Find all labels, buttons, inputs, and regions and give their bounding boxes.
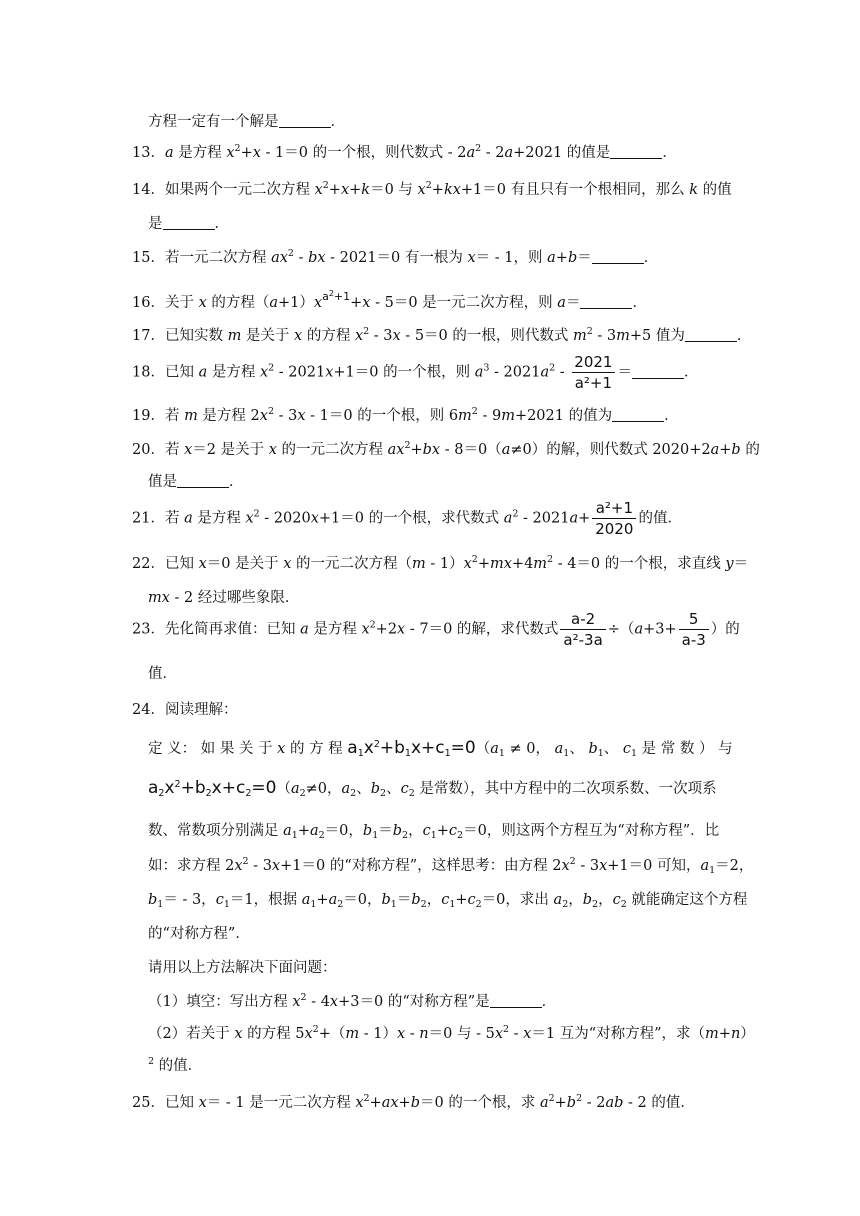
question-23-cont: 值．: [148, 666, 177, 682]
question-14: 14．如果两个一元二次方程 $x^2+x+k=0$ 与 $x^2+kx+1=0$ 有且只有一个根相同，那么 k 的值: [132, 180, 732, 198]
fraction-numerator: a-2: [571, 610, 596, 628]
answer-blank: [177, 473, 229, 488]
question-number: 18．: [132, 364, 165, 381]
answer-blank: [592, 249, 644, 264]
q12-continuation-text: 方程一定有一个解是: [148, 114, 279, 130]
question-24-p3: 数、常数项分别满足 $a_1+a_2=0$，$b_1=b_2$，$c_1+c_2=0$，则这两个方程互为“对称方程”．比: [148, 823, 720, 841]
question-number: 15．: [132, 250, 165, 266]
question-15: 15．若一元二次方程 $ax^2$ - bx - 2021＝0 有一根为 x＝ - 1，则 a+b＝ ．: [132, 248, 659, 266]
fraction-denominator: a-3: [679, 629, 709, 650]
question-number: 21．: [132, 510, 165, 527]
answer-blank: [632, 364, 684, 379]
question-23: 23．先化简再求值：已知 a 是方程 $x^2+2x - 7=0$ 的解，求代数式 $\frac{a-2}{\text{a²-3a}}$ ÷（a+3+ $\frac{5}{a-3}$ ）的: [132, 610, 740, 649]
answer-blank: [163, 215, 215, 230]
answer-blank: [490, 993, 542, 1008]
question-number: 23．: [132, 621, 165, 638]
q12-continuation: 方程一定有一个解是 ．: [148, 114, 345, 130]
question-number: 25．: [132, 1095, 165, 1111]
question-24-p2: $a_2x^2+b_2x+c_2=0(a_2\ne 0$，$a_2$、$b_2$、$c_2$ 是常数），其中方程中的二次项系数、一次项系: [148, 778, 717, 799]
question-24-p5: $b_1= - 3$，$c_1=1$，根据 $a_1+a_2=0$，$b_1=b_2$，$c_1+c_2=0$，求出 $a_2$，$b_2$，$c_2$ 就能确定这个方程: [148, 892, 748, 910]
question-24-p4: 如：求方程 $2x^2 - 3x+1=0$ 的“对称方程”，这样思考：由方程 $2x^2 - 3x+1=0$ 可知，$a_1=2$，: [148, 856, 754, 876]
fraction-denominator: a²+1: [572, 372, 615, 393]
question-number: 24．: [132, 702, 165, 718]
answer-blank: [580, 294, 632, 309]
question-number: 19．: [132, 408, 165, 424]
fraction-numerator: 5: [688, 610, 699, 628]
fraction: [679, 609, 709, 650]
question-25: 25．已知 x＝ - 1 是一元二次方程 $x^2+ax+b=0$ 的一个根，求 $a^2+b^2 - 2ab - 2$ 的值．: [132, 1093, 695, 1111]
question-24-p7: 请用以上方法解决下面问题：: [148, 960, 337, 976]
question-18: 18．已知 a 是方程 $x^2 - 2021x+1=0$ 的一个根，则 $a^3 - 2021a^2$ - $\frac{2021}{\text{a²+1}}$ ＝ ．: [132, 353, 699, 392]
fraction: [571, 352, 615, 393]
fraction-denominator: 2020: [592, 518, 636, 539]
question-24-part2-cont: $^2$ 的值．: [148, 1056, 203, 1074]
question-21: 21．若 a 是方程 $x^2 - 2020x+1=0$ 的一个根，求代数式 $a^2 - 2021a+$ $\frac{\text{a²+1}}{2020}$ 的值．: [132, 499, 682, 538]
fraction-denominator: a²-3a: [560, 629, 605, 650]
question-24-p1: 定 义： 如 果 关 于 x 的 方 程 $a_1x^2+b_1x+c_1=0(a_1 \ne 0$， $a_1$、 $b_1$、 $c_1$ 是 常 数 ） 与: [148, 738, 733, 759]
answer-blank: [612, 407, 664, 422]
question-22: 22．已知 x＝0 是关于 x 的一元二次方程$(m - 1)x^2+mx+4m^2 - 4=0$ 的一个根，求直线 y＝: [132, 554, 749, 572]
fraction: [560, 609, 605, 650]
answer-blank: [610, 144, 662, 159]
answer-blank: [685, 327, 737, 342]
question-20: 20．若 x＝2 是关于 x 的一元二次方程 $ax^2+bx - 8=0(a\ne 0)$的解，则代数式 2020+2a+b 的: [132, 440, 760, 458]
question-24-part1: （1）填空：写出方程 $x^2 - 4x+3=0$ 的“对称方程”是 ．: [148, 992, 557, 1010]
question-number: 14．: [132, 182, 165, 198]
question-13: 13．a 是方程 $x^2+x - 1=0$ 的一个根，则代数式 - $2a^2 - 2a+2021$ 的值是 ．: [132, 143, 677, 161]
question-number: 16．: [132, 295, 165, 311]
question-number: 22．: [132, 556, 165, 572]
fraction-numerator: a²+1: [595, 499, 634, 517]
fraction-numerator: 2021: [574, 353, 613, 371]
question-number: 17．: [132, 328, 165, 344]
question-24-part2: （2）若关于 x 的方程 $5x^2+(m - 1)x - n=0$ 与 - $5x^2 - x=1$ 互为“对称方程”，求（m+n）: [148, 1024, 755, 1042]
question-number: 13．: [132, 145, 165, 161]
question-20-cont: 值是 ．: [148, 474, 244, 490]
question-22-cont: mx - 2 经过哪些象限．: [148, 590, 300, 606]
question-24: 24．阅读理解：: [132, 702, 238, 718]
question-19: 19．若 m 是方程 $2x^2 - 3x - 1=0$ 的一个根，则 $6m^2 - 9m+2021$ 的值为 ．: [132, 406, 679, 424]
question-number: 20．: [132, 442, 165, 458]
question-24-p6: 的“对称方程”．: [148, 926, 250, 942]
question-16: 16．关于 x 的方程$(a+1)x^{a^2+1}+x - 5=0$ 是一元二次方程，则 a＝ ．: [132, 289, 647, 311]
question-17: 17．已知实数 m 是关于 x 的方程 $x^2 - 3x - 5=0$ 的一根，则代数式 $m^2 - 3m+5$ 值为 ．: [132, 326, 752, 344]
fraction: [592, 498, 636, 539]
answer-blank: [279, 113, 331, 128]
question-14-cont: 是 ．: [148, 216, 229, 232]
